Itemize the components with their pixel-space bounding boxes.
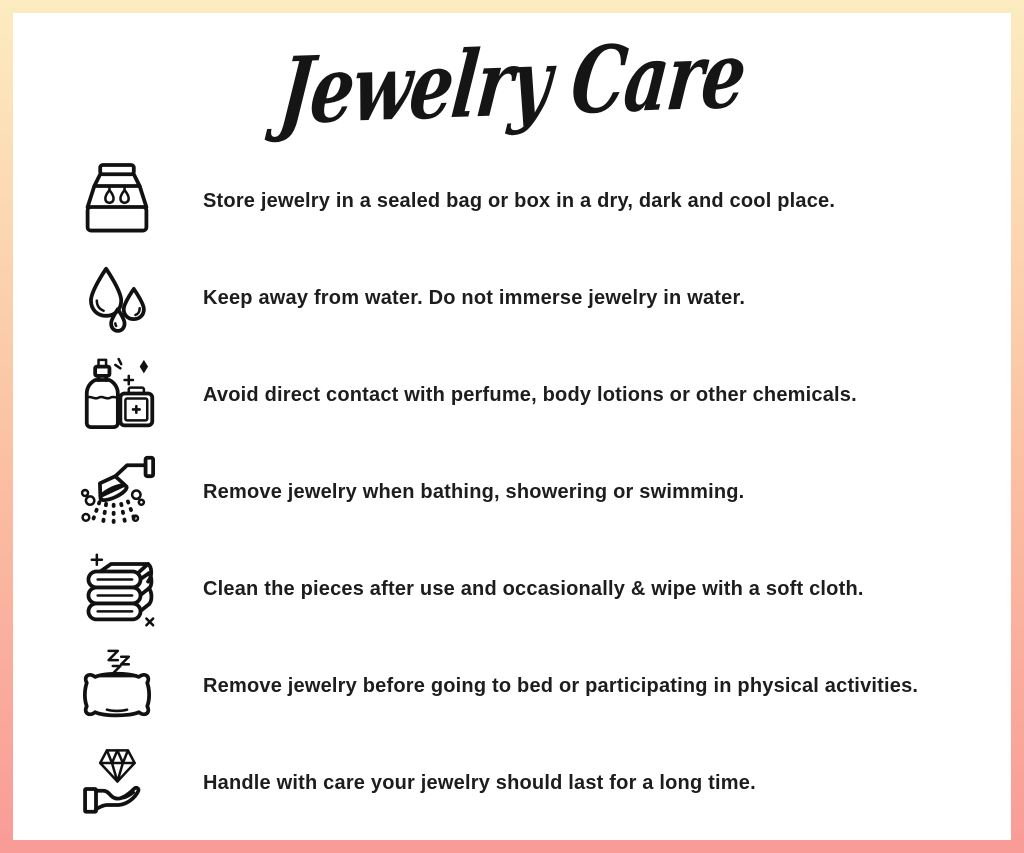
care-row-clean bbox=[65, 541, 1011, 638]
care-text: Avoid direct contact with perfume, body lotions or other chemicals. bbox=[203, 384, 857, 406]
shower-icon bbox=[65, 451, 169, 535]
page-title: Jewelry Care bbox=[274, 20, 750, 146]
care-row-sleep bbox=[65, 638, 1011, 735]
care-row-shower bbox=[65, 444, 1011, 541]
title-area bbox=[13, 13, 1011, 153]
perfume-lotion-icon bbox=[65, 354, 169, 438]
care-row-storage bbox=[65, 153, 1011, 250]
water-drops-icon bbox=[65, 257, 169, 341]
soft-cloth-icon bbox=[65, 548, 169, 632]
care-row-water bbox=[65, 250, 1011, 347]
pillow-sleep-icon bbox=[65, 645, 169, 729]
care-text: Store jewelry in a sealed bag or box in a dry, dark and cool place. bbox=[203, 190, 836, 212]
hand-diamond-icon bbox=[65, 742, 169, 826]
care-text: Clean the pieces after use and occasionally & wipe with a soft cloth. bbox=[203, 578, 864, 600]
jewelry-box-icon bbox=[65, 160, 169, 244]
care-list bbox=[13, 153, 1011, 832]
care-card bbox=[13, 13, 1011, 840]
care-text: Handle with care your jewelry should last for a long time. bbox=[203, 772, 756, 794]
care-text: Keep away from water. Do not immerse jewelry in water. bbox=[203, 287, 746, 309]
care-text: Remove jewelry before going to bed or participating in physical activities. bbox=[203, 675, 919, 697]
care-row-handle bbox=[65, 735, 1011, 832]
care-row-chemicals bbox=[65, 347, 1011, 444]
care-text: Remove jewelry when bathing, showering or swimming. bbox=[203, 481, 745, 503]
